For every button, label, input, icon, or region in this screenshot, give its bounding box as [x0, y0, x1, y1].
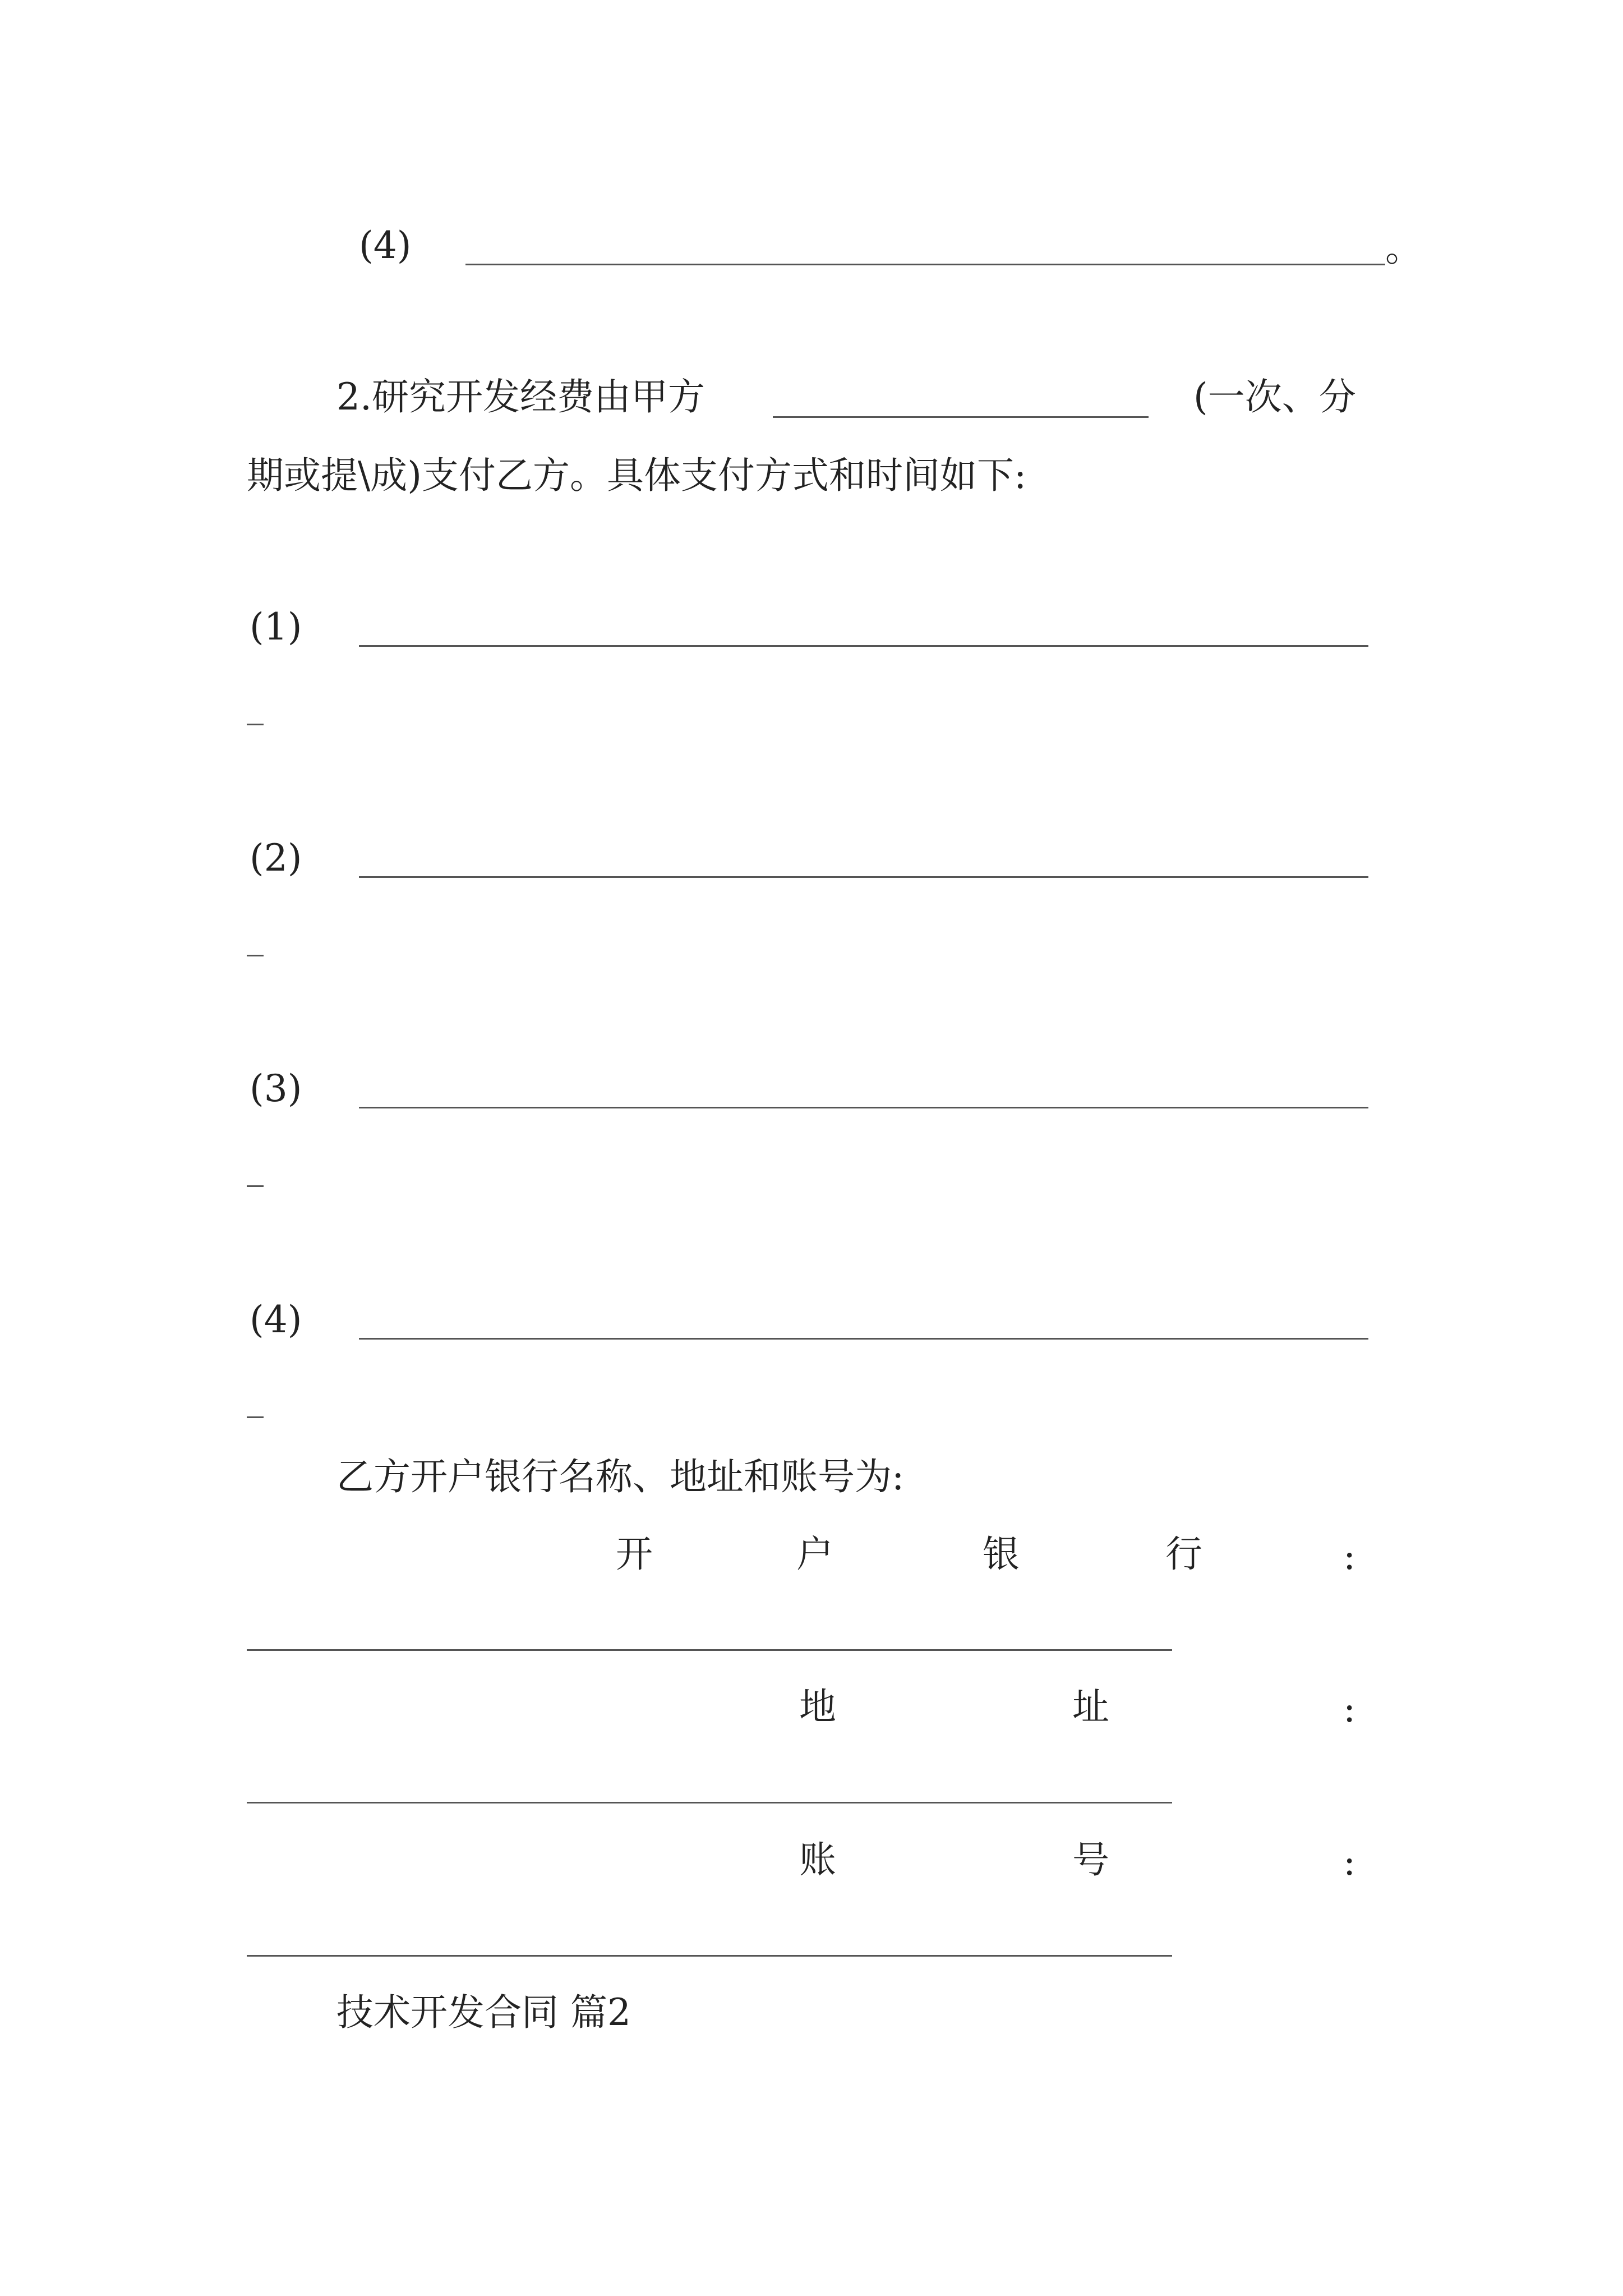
bank-label-char-2: 户 [796, 1533, 833, 1576]
para2-blank-line [773, 416, 1149, 418]
para2-line2: 期或提\成)支付乙方。具体支付方式和时间如下: [247, 454, 1027, 497]
para2-line1-tail: (一次、分 [1193, 375, 1356, 418]
account-label-colon: : [1343, 1841, 1356, 1884]
address-blank-line [247, 1802, 1172, 1803]
payment-item-3-overflow-dash [247, 1185, 264, 1187]
account-label-char-2: 号 [1072, 1838, 1109, 1881]
payment-item-2-number: (2) [250, 836, 302, 880]
address-label-char-1: 地 [799, 1685, 836, 1728]
payment-item-1-blank-line [359, 645, 1368, 647]
payment-item-1-overflow-dash [247, 724, 264, 725]
item-4-top-period: 。 [1385, 227, 1422, 270]
bank-intro: 乙方开户银行名称、地址和账号为: [336, 1455, 905, 1498]
next-section-heading: 技术开发合同 篇2 [336, 1991, 631, 2034]
payment-item-2-overflow-dash [247, 955, 264, 956]
payment-item-3-blank-line [359, 1107, 1368, 1108]
account-label-char-1: 账 [799, 1838, 836, 1881]
bank-label-colon: : [1343, 1535, 1356, 1578]
address-label-colon: : [1343, 1687, 1356, 1731]
payment-item-4-overflow-dash [247, 1416, 264, 1418]
bank-name-blank-line [247, 1649, 1172, 1651]
address-label-char-2: 址 [1072, 1685, 1109, 1728]
account-blank-line [247, 1955, 1172, 1957]
bank-label-char-3: 银 [983, 1533, 1020, 1576]
item-4-top-number: (4) [359, 224, 412, 267]
para2-line1: 2.研究开发经费由甲方 [336, 375, 705, 418]
payment-item-2-blank-line [359, 876, 1368, 878]
payment-item-3-number: (3) [250, 1067, 302, 1110]
payment-item-1-number: (1) [250, 605, 302, 648]
bank-label-char-1: 开 [616, 1533, 653, 1576]
bank-label-char-4: 行 [1165, 1533, 1202, 1576]
payment-item-4-number: (4) [250, 1298, 302, 1341]
item-4-top-blank-line [465, 264, 1385, 265]
payment-item-4-blank-line [359, 1338, 1368, 1340]
